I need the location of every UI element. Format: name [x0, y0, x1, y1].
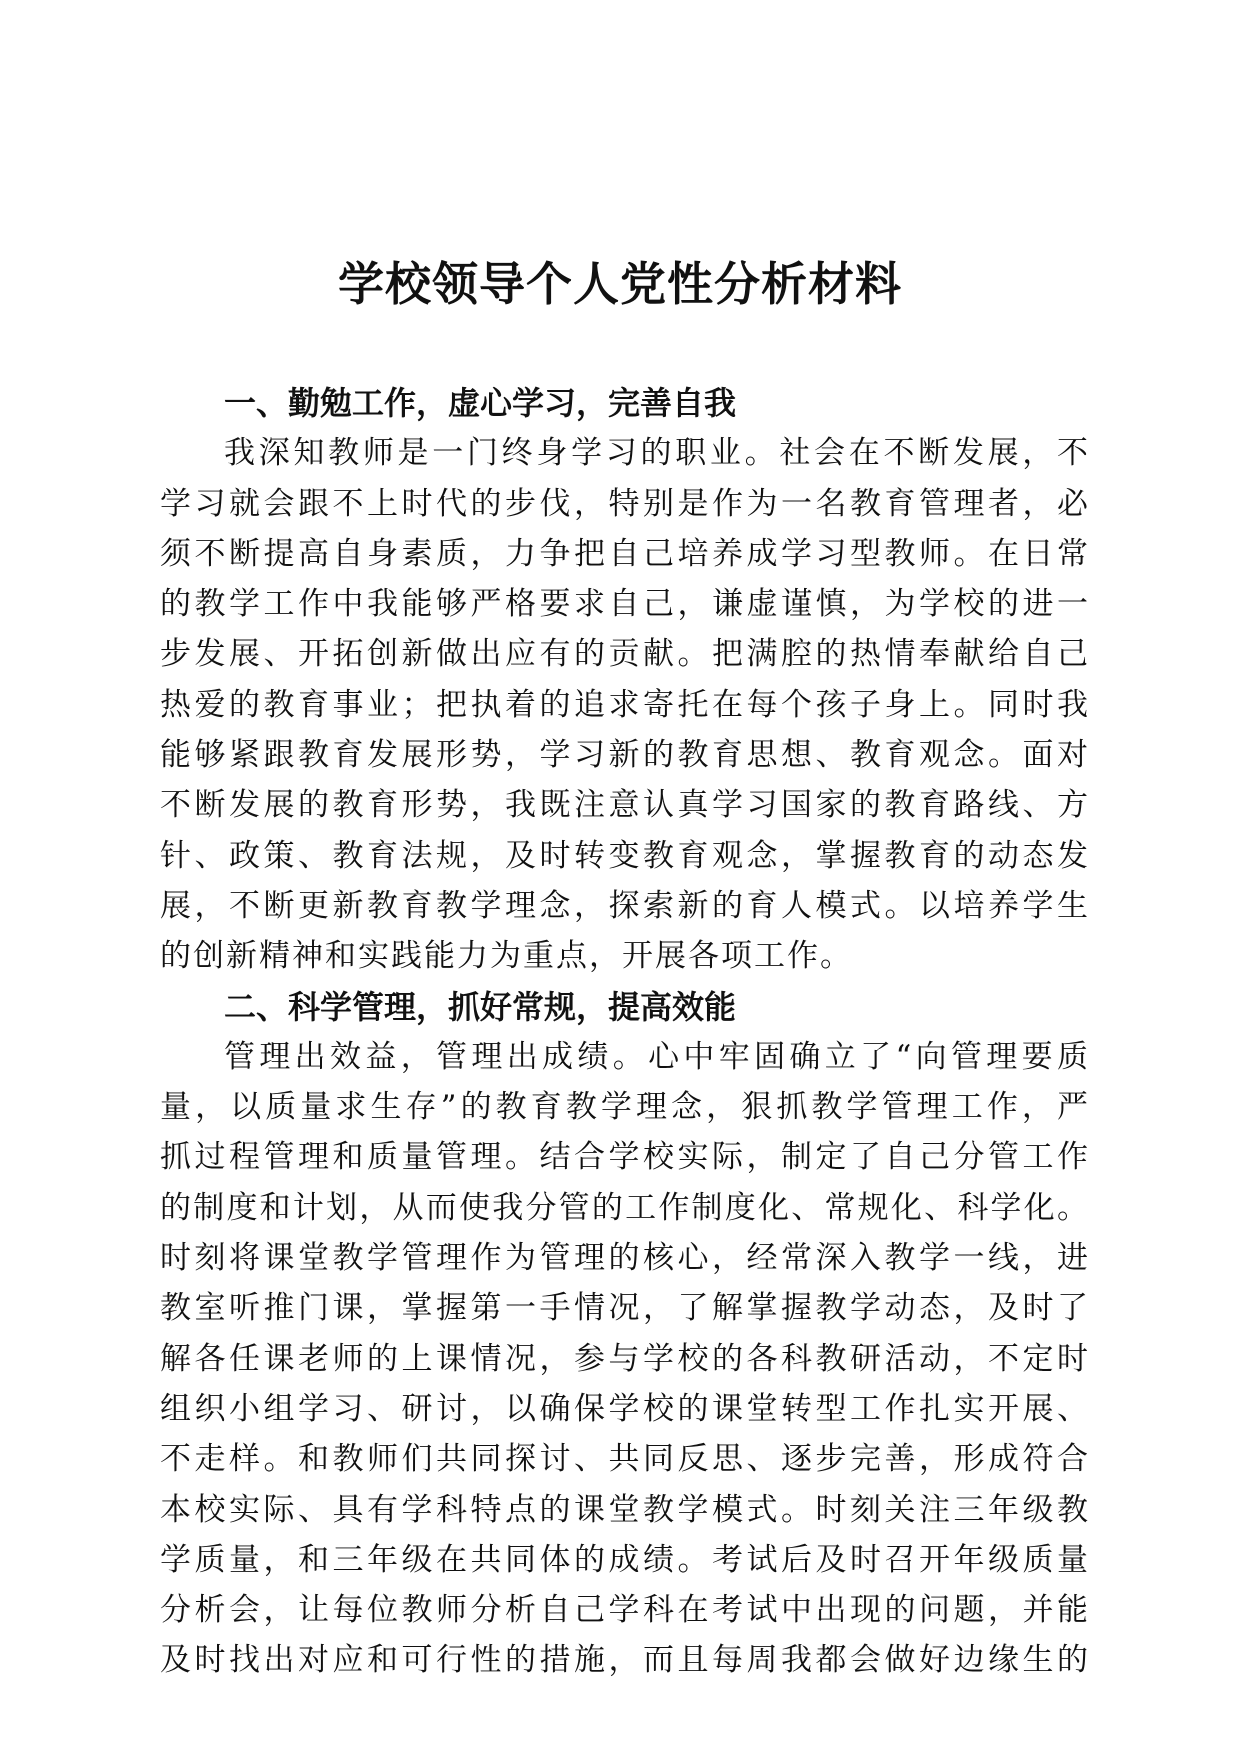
text-line: 时刻将课堂教学管理作为管理的核心，经常深入教学一线，进	[160, 1240, 1090, 1277]
text-line: 针、政策、教育法规，及时转变教育观念，掌握教育的动态发	[160, 837, 1090, 874]
text-line: 量，以质量求生存”的教育教学理念，狠抓教学管理工作，严	[160, 1089, 1090, 1126]
text-line: 的教学工作中我能够严格要求自己，谦虚谨慎，为学校的进一	[160, 586, 1090, 623]
text-line: 教室听推门课，掌握第一手情况，了解掌握教学动态，及时了	[160, 1290, 1090, 1327]
section-heading: 一、勤勉工作，虚心学习，完善自我	[224, 384, 737, 422]
text-line: 能够紧跟教育发展形势，学习新的教育思想、教育观念。面对	[160, 737, 1090, 774]
text-line: 组织小组学习、研讨，以确保学校的课堂转型工作扎实开展、	[160, 1390, 1090, 1427]
document-body	[160, 378, 1090, 1686]
text-line: 及时找出对应和可行性的措施，而且每周我都会做好边缘生的	[160, 1642, 1090, 1679]
section-heading: 二、科学管理，抓好常规，提高效能	[224, 987, 737, 1026]
text-line: 展，不断更新教育教学理念，探索新的育人模式。以培养学生	[160, 887, 1090, 924]
text-line: 解各任课老师的上课情况，参与学校的各科教研活动，不定时	[160, 1340, 1090, 1377]
text-line: 须不断提高自身素质，力争把自己培养成学习型教师。在日常	[160, 535, 1090, 572]
page-title: 学校领导个人党性分析材料	[338, 257, 902, 311]
text-line: 抓过程管理和质量管理。结合学校实际，制定了自己分管工作	[160, 1139, 1090, 1176]
text-line: 步发展、开拓创新做出应有的贡献。把满腔的热情奉献给自己	[160, 636, 1090, 673]
text-line: 的创新精神和实践能力为重点，开展各项工作。	[160, 938, 853, 975]
text-line: 不走样。和教师们共同探讨、共同反思、逐步完善，形成符合	[160, 1441, 1090, 1478]
text-line: 管理出效益，管理出成绩。心中牢固确立了“向管理要质	[224, 1038, 1090, 1075]
text-line: 的制度和计划，从而使我分管的工作制度化、常规化、科学化。	[160, 1189, 1090, 1226]
text-line: 本校实际、具有学科特点的课堂教学模式。时刻关注三年级教	[160, 1491, 1090, 1528]
text-line: 学质量，和三年级在共同体的成绩。考试后及时召开年级质量	[160, 1541, 1090, 1578]
section-paragraph	[160, 1032, 1090, 1686]
section-paragraph	[160, 428, 1090, 981]
text-line: 分析会，让每位教师分析自己学科在考试中出现的问题，并能	[160, 1592, 1090, 1629]
text-line: 学习就会跟不上时代的步伐，特别是作为一名教育管理者，必	[160, 485, 1090, 522]
text-line: 热爱的教育事业；把执着的追求寄托在每个孩子身上。同时我	[160, 686, 1090, 723]
text-line: 我深知教师是一门终身学习的职业。社会在不断发展，不	[224, 435, 1090, 472]
text-line: 不断发展的教育形势，我既注意认真学习国家的教育路线、方	[160, 787, 1090, 824]
